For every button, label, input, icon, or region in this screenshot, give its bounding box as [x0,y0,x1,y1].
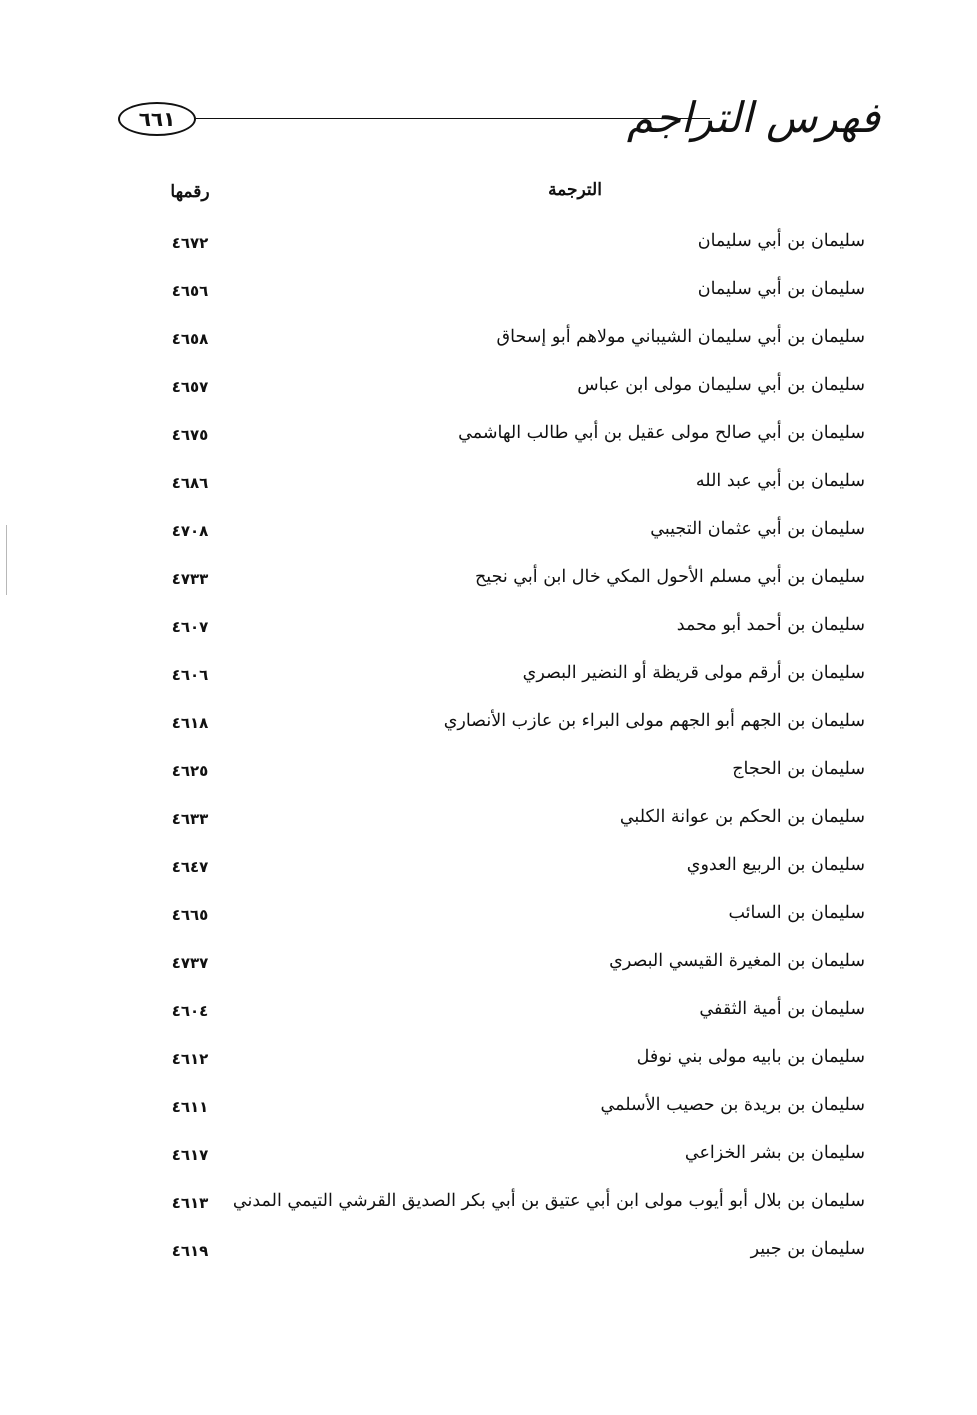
entry-name: سليمان بن أبي صالح مولى عقيل بن أبي طالب الهاشمي [458,423,865,443]
column-header-name: الترجمة [548,180,602,200]
index-entry [150,750,865,798]
index-entry [150,462,865,510]
entry-number: ٤٦١١ [171,1098,209,1116]
entry-number: ٤٦٣٣ [171,810,209,828]
entry-number: ٤٦٠٧ [171,618,209,636]
index-entry [150,318,865,366]
entry-number: ٤٦٨٦ [171,474,209,492]
index-entry [150,990,865,1038]
entry-number: ٤٧٣٧ [171,954,209,972]
index-entry [150,366,865,414]
column-header-number: رقمها [170,182,210,202]
entry-name: سليمان بن الحجاج [732,759,865,779]
running-title: فهرس التراجم [626,93,880,142]
entry-number: ٤٧٠٨ [171,522,209,540]
entry-name: سليمان بن أبي سليمان مولى ابن عباس [577,375,865,395]
index-entry [150,894,865,942]
entry-number: ٤٦١٨ [171,714,209,732]
entry-name: سليمان بن بشر الخزاعي [684,1143,865,1163]
entry-name: سليمان بن السائب [728,903,865,923]
index-entry [150,942,865,990]
entry-number: ٤٦٥٦ [171,282,209,300]
index-entry [150,798,865,846]
entry-name: سليمان بن الحكم بن عوانة الكلبي [619,807,865,827]
index-entry [150,1230,865,1278]
entry-name: سليمان بن أرقم مولى قريظة أو النضير البصري [522,663,865,683]
index-entry [150,1038,865,1086]
page-header [110,88,880,168]
index-entry [150,606,865,654]
entry-number: ٤٦٢٥ [171,762,209,780]
entry-name: سليمان بن أمية الثقفي [699,999,865,1019]
entry-number: ٤٧٣٣ [171,570,209,588]
index-entry [150,510,865,558]
entry-number: ٤٦٠٦ [171,666,209,684]
index-entries [150,222,865,1278]
index-entry [150,1182,865,1230]
margin-mark [6,525,7,595]
index-entry [150,270,865,318]
entry-number: ٤٦١٩ [171,1242,209,1260]
index-entry [150,558,865,606]
entry-number: ٤٦١٣ [171,1194,209,1212]
entry-name: سليمان بن الجهم أبو الجهم مولى البراء بن عازب الأنصاري [443,711,865,731]
index-entry [150,1086,865,1134]
entry-name: سليمان بن جبير [750,1239,865,1259]
entry-name: سليمان بن بريدة بن حصيب الأسلمي [600,1095,865,1115]
entry-number: ٤٦٥٨ [171,330,209,348]
index-entry [150,846,865,894]
entry-name: سليمان بن أبي سليمان [697,279,865,299]
entry-number: ٤٦١٧ [171,1146,209,1164]
entry-name: سليمان بن المغيرة القيسي البصري [609,951,865,971]
entry-name: سليمان بن أبي سليمان الشيباني مولاهم أبو إسحاق [496,327,865,347]
index-entry [150,222,865,270]
entry-number: ٤٦١٢ [171,1050,209,1068]
entry-number: ٤٦٥٧ [171,378,209,396]
entry-number: ٤٦٦٥ [171,906,209,924]
entry-name: سليمان بن بلال أبو أيوب مولى ابن أبي عتيق بن أبي بكر الصديق القرشي التيمي المدني [232,1191,865,1211]
entry-name: سليمان بن الربيع العدوي [686,855,865,875]
entry-name: سليمان بن أحمد أبو محمد [676,615,865,635]
index-entry [150,702,865,750]
entry-number: ٤٦٤٧ [171,858,209,876]
entry-number: ٤٦٠٤ [171,1002,209,1020]
entry-name: سليمان بن أبي مسلم الأحول المكي خال ابن أبي نجيح [475,567,865,587]
entry-name: سليمان بن أبي عثمان التجيبي [650,519,865,539]
entry-name: سليمان بن بابيه مولى بني نوفل [636,1047,865,1067]
entry-name: سليمان بن أبي عبد الله [695,471,865,491]
entry-number: ٤٦٧٢ [171,234,209,252]
index-entry [150,414,865,462]
page-number: ٦٦١ [118,102,196,136]
entry-number: ٤٦٧٥ [171,426,209,444]
index-entry [150,654,865,702]
index-entry [150,1134,865,1182]
entry-name: سليمان بن أبي سليمان [697,231,865,251]
